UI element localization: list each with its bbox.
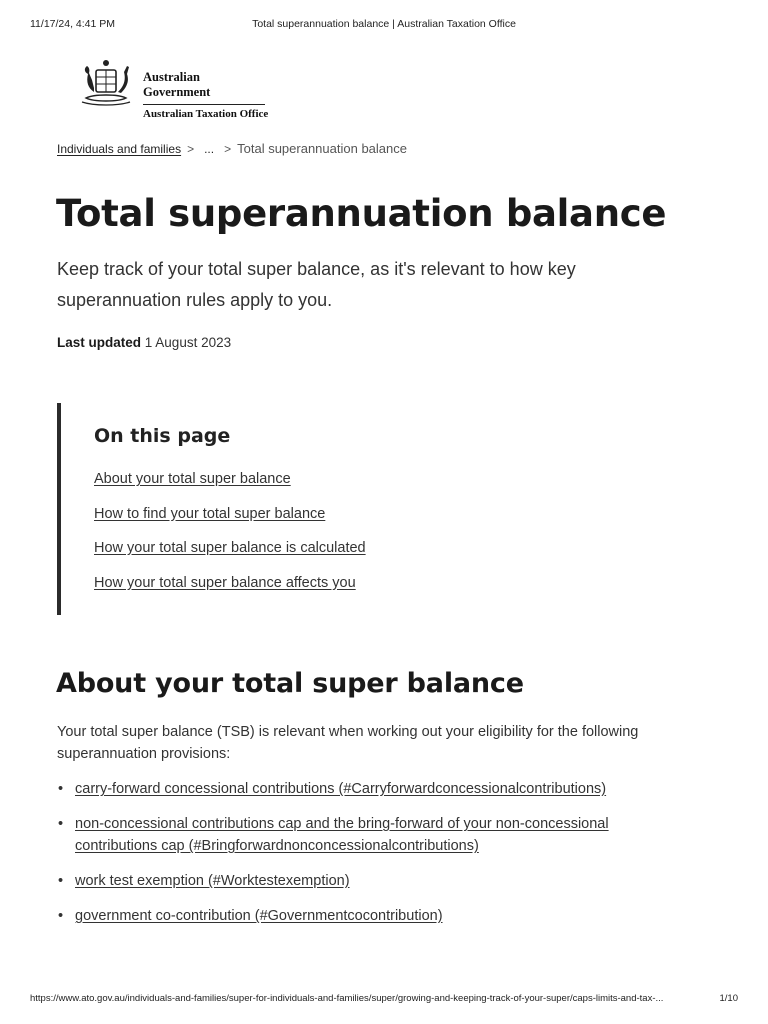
list-item: [94, 506, 366, 541]
breadcrumb-ellipsis-button[interactable]: ...: [204, 142, 215, 156]
toc-link-how-calculated[interactable]: How your total super balance is calculated: [94, 540, 366, 556]
breadcrumb-current: Total superannuation balance: [237, 141, 407, 156]
list-item: [57, 870, 677, 892]
list-item: [94, 540, 366, 575]
last-updated-date: 1 August 2023: [144, 335, 232, 350]
link-government-co-contribution[interactable]: government co-contribution (#Governmentcocontribution): [75, 908, 443, 924]
list-item: [57, 813, 677, 857]
toc-link-how-to-find[interactable]: How to find your total super balance: [94, 505, 326, 522]
provisions-list: [57, 778, 677, 927]
breadcrumb-separator: >: [224, 142, 232, 156]
logo-australian-taxation-office: Australian Taxation Office: [143, 108, 269, 120]
coat-of-arms-icon: [74, 58, 138, 108]
section-heading: About your total super balance: [56, 668, 524, 699]
print-url: https://www.ato.gov.au/individuals-and-families/super-for-individuals-and-families/super/growing-and-keeping-track-of-your-super/caps-limits-and-tax-...: [30, 993, 664, 1004]
list-item: [94, 575, 366, 610]
section-intro: Your total super balance (TSB) is relevant when working out your eligibility for the following superannuation provisions:: [57, 724, 639, 762]
logo-text: [143, 70, 268, 120]
toc-heading: On this page: [94, 425, 231, 447]
breadcrumb-individuals-link[interactable]: Individuals and families: [57, 142, 182, 156]
print-date: 11/17/24, 4:41 PM: [30, 18, 116, 30]
list-item: [57, 905, 677, 927]
toc-list: [94, 471, 366, 609]
ato-logo[interactable]: [74, 58, 274, 120]
page-title: Total superannuation balance: [56, 192, 667, 235]
toc-link-affects-you[interactable]: How your total super balance affects you: [94, 574, 356, 591]
list-item: [94, 471, 366, 506]
breadcrumb: [57, 141, 407, 156]
link-non-concessional-cap[interactable]: non-concessional contributions cap and the bring-forward of your non-concessional contributions cap (#Bringforwardnonconcessionalcontributions): [75, 816, 609, 854]
link-carry-forward[interactable]: carry-forward concessional contributions (#Carryforwardconcessionalcontributions): [75, 781, 607, 797]
toc-link-about[interactable]: About your total super balance: [94, 471, 291, 487]
last-updated: [57, 335, 231, 350]
link-work-test-exemption[interactable]: work test exemption (#Worktestexemption): [75, 873, 350, 889]
last-updated-label: Last updated: [57, 335, 142, 350]
page-lead: Keep track of your total super balance, as it's relevant to how key superannuation rules apply to you.: [57, 259, 576, 310]
print-header: [30, 18, 738, 32]
list-item: [57, 778, 677, 800]
breadcrumb-separator: >: [187, 142, 195, 156]
print-page-title: Total superannuation balance | Australian Taxation Office: [252, 18, 516, 30]
on-this-page: [57, 403, 661, 615]
print-footer: [30, 993, 738, 1007]
logo-australian-government: Australian Government: [143, 70, 265, 105]
page-number: 1/10: [719, 993, 738, 1004]
